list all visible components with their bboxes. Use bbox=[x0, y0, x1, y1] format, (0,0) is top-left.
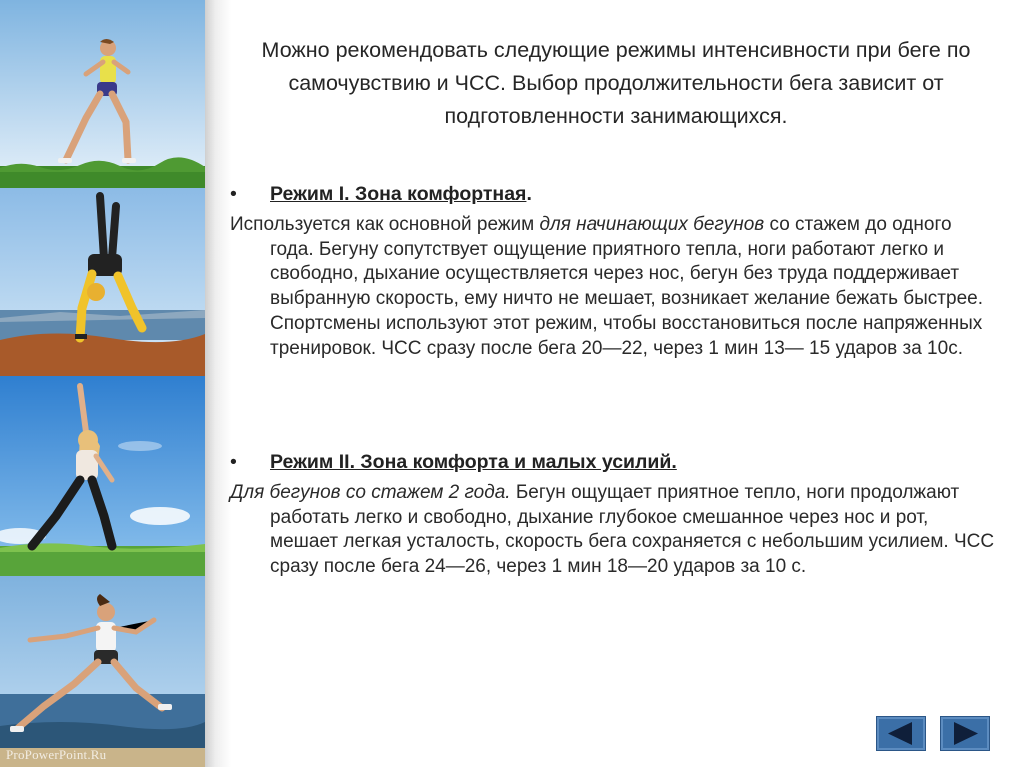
strip-fade-edge bbox=[205, 0, 231, 767]
body-italic: Для бегунов со стажем 2 года. bbox=[230, 482, 511, 503]
watermark: ProPowerPoint.Ru bbox=[6, 747, 107, 762]
slide-title: Можно рекомендовать следующие режимы интенсивности при беге по самочувствию и ЧСС. Выбор продолжительности бега зависит от подготовленности занимающихся. bbox=[261, 38, 971, 128]
body-italic: для начинающих бегунов bbox=[539, 214, 765, 235]
heading-text: Режим I. Зона комфортная bbox=[270, 183, 527, 205]
body-rest: со стажем до одного года. Бегуну сопутствует ощущение приятного тепла, ноги работают легко и свободно, дыхание осуществляется через нос, бегун без труда поддерживает выбранную скорость, ему ничто не мешает, возникает желание бежать быстрее. Спортсмены используют этот режим, чтобы восстановиться после напряженных тренировок. ЧСС сразу после бега 20—22, через 1 мин 13— 15 ударов за 10с. bbox=[270, 214, 983, 359]
section-heading bbox=[230, 182, 1000, 207]
arrow-left-icon bbox=[877, 717, 925, 750]
photo-woman-running bbox=[0, 0, 205, 188]
photo-girl-cartwheel bbox=[0, 188, 205, 376]
section-mode-1 bbox=[230, 182, 1000, 361]
heading-tail: . bbox=[526, 183, 532, 205]
bullet: • bbox=[230, 183, 237, 205]
previous-slide-button[interactable] bbox=[876, 716, 926, 751]
heading-text: Режим II. Зона комфорта и малых усилий. bbox=[270, 451, 677, 473]
section-mode-2 bbox=[230, 450, 1000, 580]
section-body bbox=[230, 213, 1000, 361]
photo-strip bbox=[0, 0, 205, 767]
next-slide-button[interactable] bbox=[940, 716, 990, 751]
body-rest: Бегун ощущает приятное тепло, ноги продолжают работать легко и свободно, дыхание глубокое смешанное через нос и рот, мешает легкая усталость, скорость бега сохраняется с небольшим усилием. ЧСС сразу после бега 24—26, через 1 мин 18—20 ударов за 10 с. bbox=[270, 482, 995, 578]
photo-woman-jumping bbox=[0, 576, 205, 767]
photo-woman-stretching bbox=[0, 376, 205, 576]
body-lead: Используется как основной режим bbox=[230, 214, 540, 235]
section-heading bbox=[230, 450, 1000, 475]
section-body bbox=[230, 481, 1000, 580]
bullet: • bbox=[230, 451, 237, 473]
arrow-right-icon bbox=[941, 717, 989, 750]
